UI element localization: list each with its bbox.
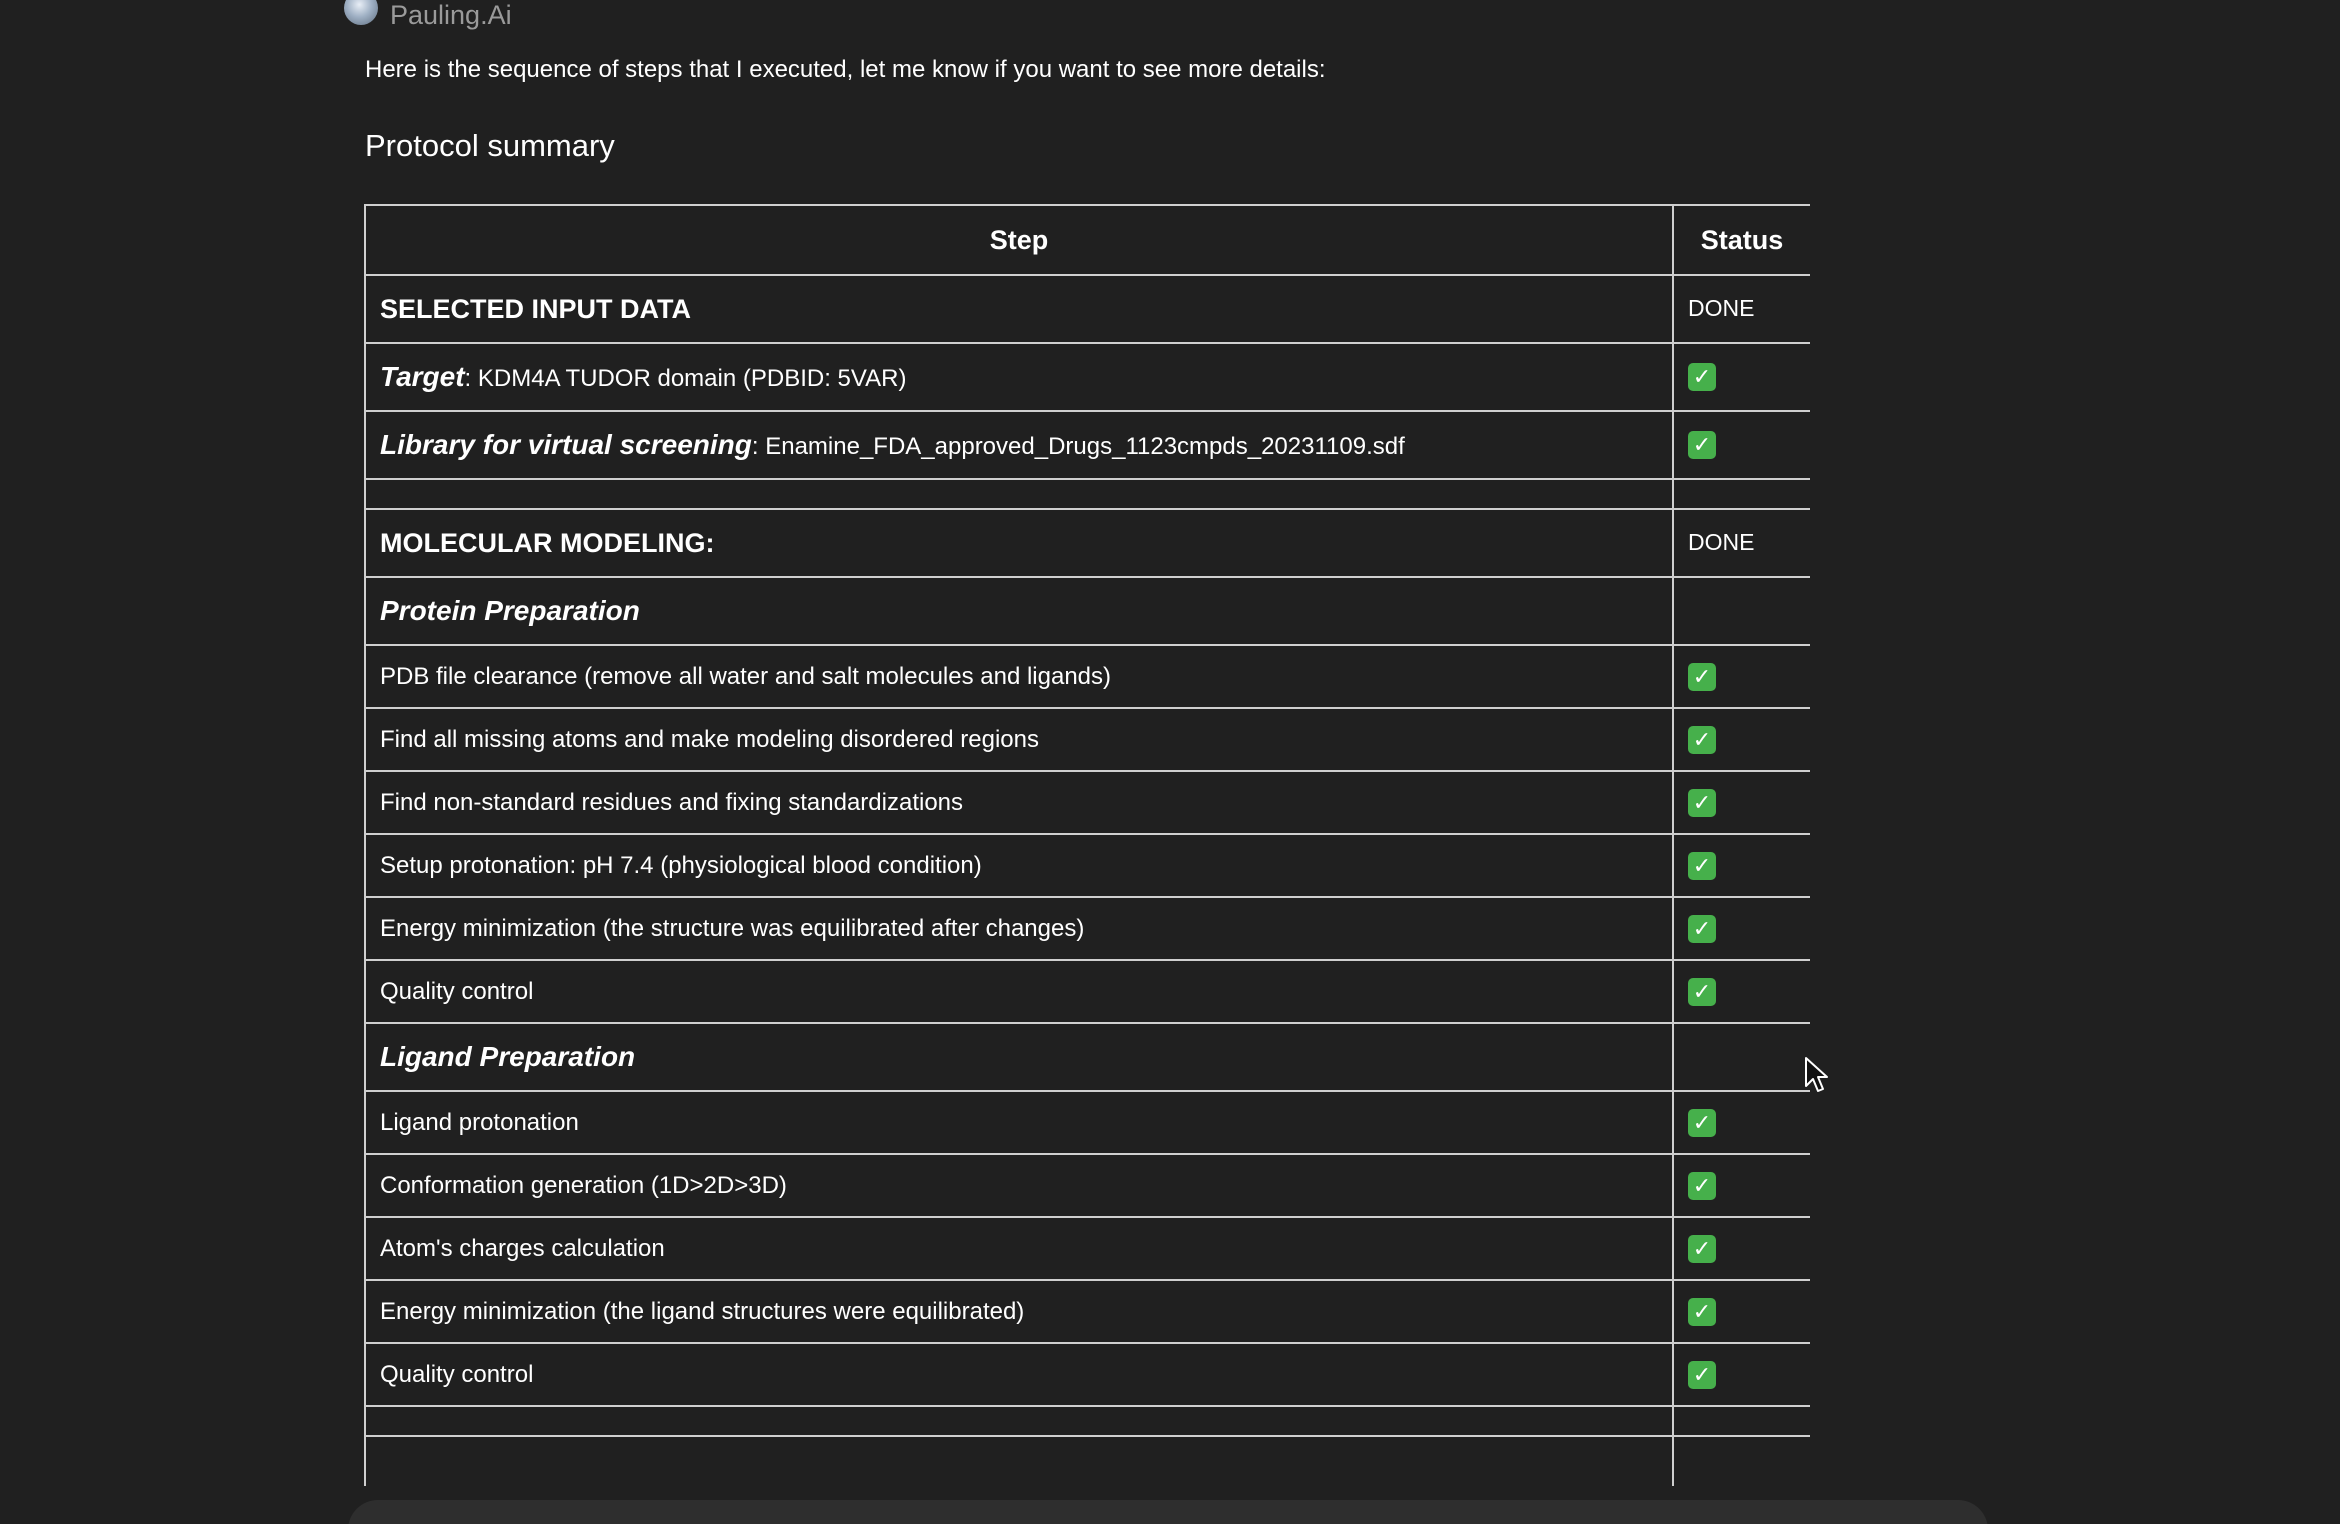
step-cell: MOLECULAR MODELING: <box>365 509 1673 577</box>
status-cell <box>1673 577 1810 645</box>
check-icon: ✓ <box>1688 1109 1716 1137</box>
table-row <box>365 771 1810 834</box>
status-cell <box>1673 1343 1810 1406</box>
status-done-text: DONE <box>1688 529 1755 555</box>
step-cell: Setup protonation: pH 7.4 (physiological blood condition) <box>365 834 1673 897</box>
table-row <box>365 509 1810 577</box>
check-icon: ✓ <box>1688 915 1716 943</box>
check-icon: ✓ <box>1688 431 1716 459</box>
table-row <box>365 1091 1810 1154</box>
step-cell: Energy minimization (the structure was equilibrated after changes) <box>365 897 1673 960</box>
message-sender <box>344 0 512 30</box>
table-row <box>365 1023 1810 1091</box>
status-cell <box>1673 479 1810 509</box>
table-row <box>365 960 1810 1023</box>
check-icon: ✓ <box>1688 1298 1716 1326</box>
status-cell <box>1673 1091 1810 1154</box>
step-subheading: Protein Preparation <box>365 577 1673 645</box>
step-cell: Find all missing atoms and make modeling disordered regions <box>365 708 1673 771</box>
message-intro-text: Here is the sequence of steps that I executed, let me know if you want to see more details: <box>365 56 1326 83</box>
table-row <box>365 897 1810 960</box>
status-cell <box>1673 411 1810 479</box>
status-cell <box>1673 509 1810 577</box>
status-cell <box>1673 708 1810 771</box>
status-cell <box>1673 1406 1810 1436</box>
table-row-empty <box>365 479 1810 509</box>
step-cell: Quality control <box>365 1343 1673 1406</box>
table-row <box>365 343 1810 411</box>
status-cell <box>1673 343 1810 411</box>
status-cell <box>1673 897 1810 960</box>
protocol-summary-title: Protocol summary <box>365 128 615 163</box>
status-cell <box>1673 834 1810 897</box>
step-cell: PDB file clearance (remove all water and salt molecules and ligands) <box>365 645 1673 708</box>
status-cell <box>1673 1023 1810 1091</box>
table-row <box>365 1217 1810 1280</box>
step-cell: Conformation generation (1D>2D>3D) <box>365 1154 1673 1217</box>
table-row <box>365 411 1810 479</box>
table-row <box>365 275 1810 343</box>
step-cell <box>365 1406 1673 1436</box>
status-cell <box>1673 275 1810 343</box>
protocol-table-container[interactable] <box>364 204 1810 1486</box>
status-cell <box>1673 1280 1810 1343</box>
check-icon: ✓ <box>1688 978 1716 1006</box>
table-row <box>365 577 1810 645</box>
check-icon: ✓ <box>1688 852 1716 880</box>
table-row <box>365 1343 1810 1406</box>
status-column-header: Status <box>1673 205 1810 275</box>
step-cell <box>365 411 1673 479</box>
step-label: Target <box>380 361 465 392</box>
assistant-avatar <box>344 0 378 25</box>
check-icon: ✓ <box>1688 1235 1716 1263</box>
protocol-table <box>364 204 1810 1486</box>
step-value: : KDM4A TUDOR domain (PDBID: 5VAR) <box>464 365 907 392</box>
check-icon: ✓ <box>1688 663 1716 691</box>
step-cell <box>365 479 1673 509</box>
table-header-row <box>365 205 1810 275</box>
step-cell: Quality control <box>365 960 1673 1023</box>
table-row <box>365 834 1810 897</box>
table-row <box>365 1154 1810 1217</box>
table-row <box>365 645 1810 708</box>
table-row-cutoff <box>365 1436 1810 1486</box>
check-icon: ✓ <box>1688 1361 1716 1389</box>
step-cell: Energy minimization (the ligand structures were equilibrated) <box>365 1280 1673 1343</box>
table-row <box>365 1280 1810 1343</box>
step-cell: Atom's charges calculation <box>365 1217 1673 1280</box>
check-icon: ✓ <box>1688 789 1716 817</box>
step-column-header: Step <box>365 205 1673 275</box>
table-row <box>365 708 1810 771</box>
step-cell <box>365 343 1673 411</box>
status-cell <box>1673 960 1810 1023</box>
step-value: : Enamine_FDA_approved_Drugs_1123cmpds_20231109.sdf <box>751 433 1405 460</box>
check-icon: ✓ <box>1688 1172 1716 1200</box>
status-done-text: DONE <box>1688 295 1755 321</box>
check-icon: ✓ <box>1688 363 1716 391</box>
chat-input-bar[interactable] <box>348 1500 1988 1524</box>
step-cell <box>365 1436 1673 1486</box>
step-cell: Ligand protonation <box>365 1091 1673 1154</box>
table-row-empty <box>365 1406 1810 1436</box>
mouse-cursor-icon <box>1804 1056 1830 1099</box>
step-label: Library for virtual screening <box>380 429 752 460</box>
status-cell <box>1673 1154 1810 1217</box>
status-cell <box>1673 1217 1810 1280</box>
status-cell <box>1673 645 1810 708</box>
check-icon: ✓ <box>1688 726 1716 754</box>
sender-name: Pauling.Ai <box>390 0 512 30</box>
status-cell <box>1673 771 1810 834</box>
status-cell <box>1673 1436 1810 1486</box>
step-cell: SELECTED INPUT DATA <box>365 275 1673 343</box>
step-subheading: Ligand Preparation <box>365 1023 1673 1091</box>
step-cell: Find non-standard residues and fixing standardizations <box>365 771 1673 834</box>
